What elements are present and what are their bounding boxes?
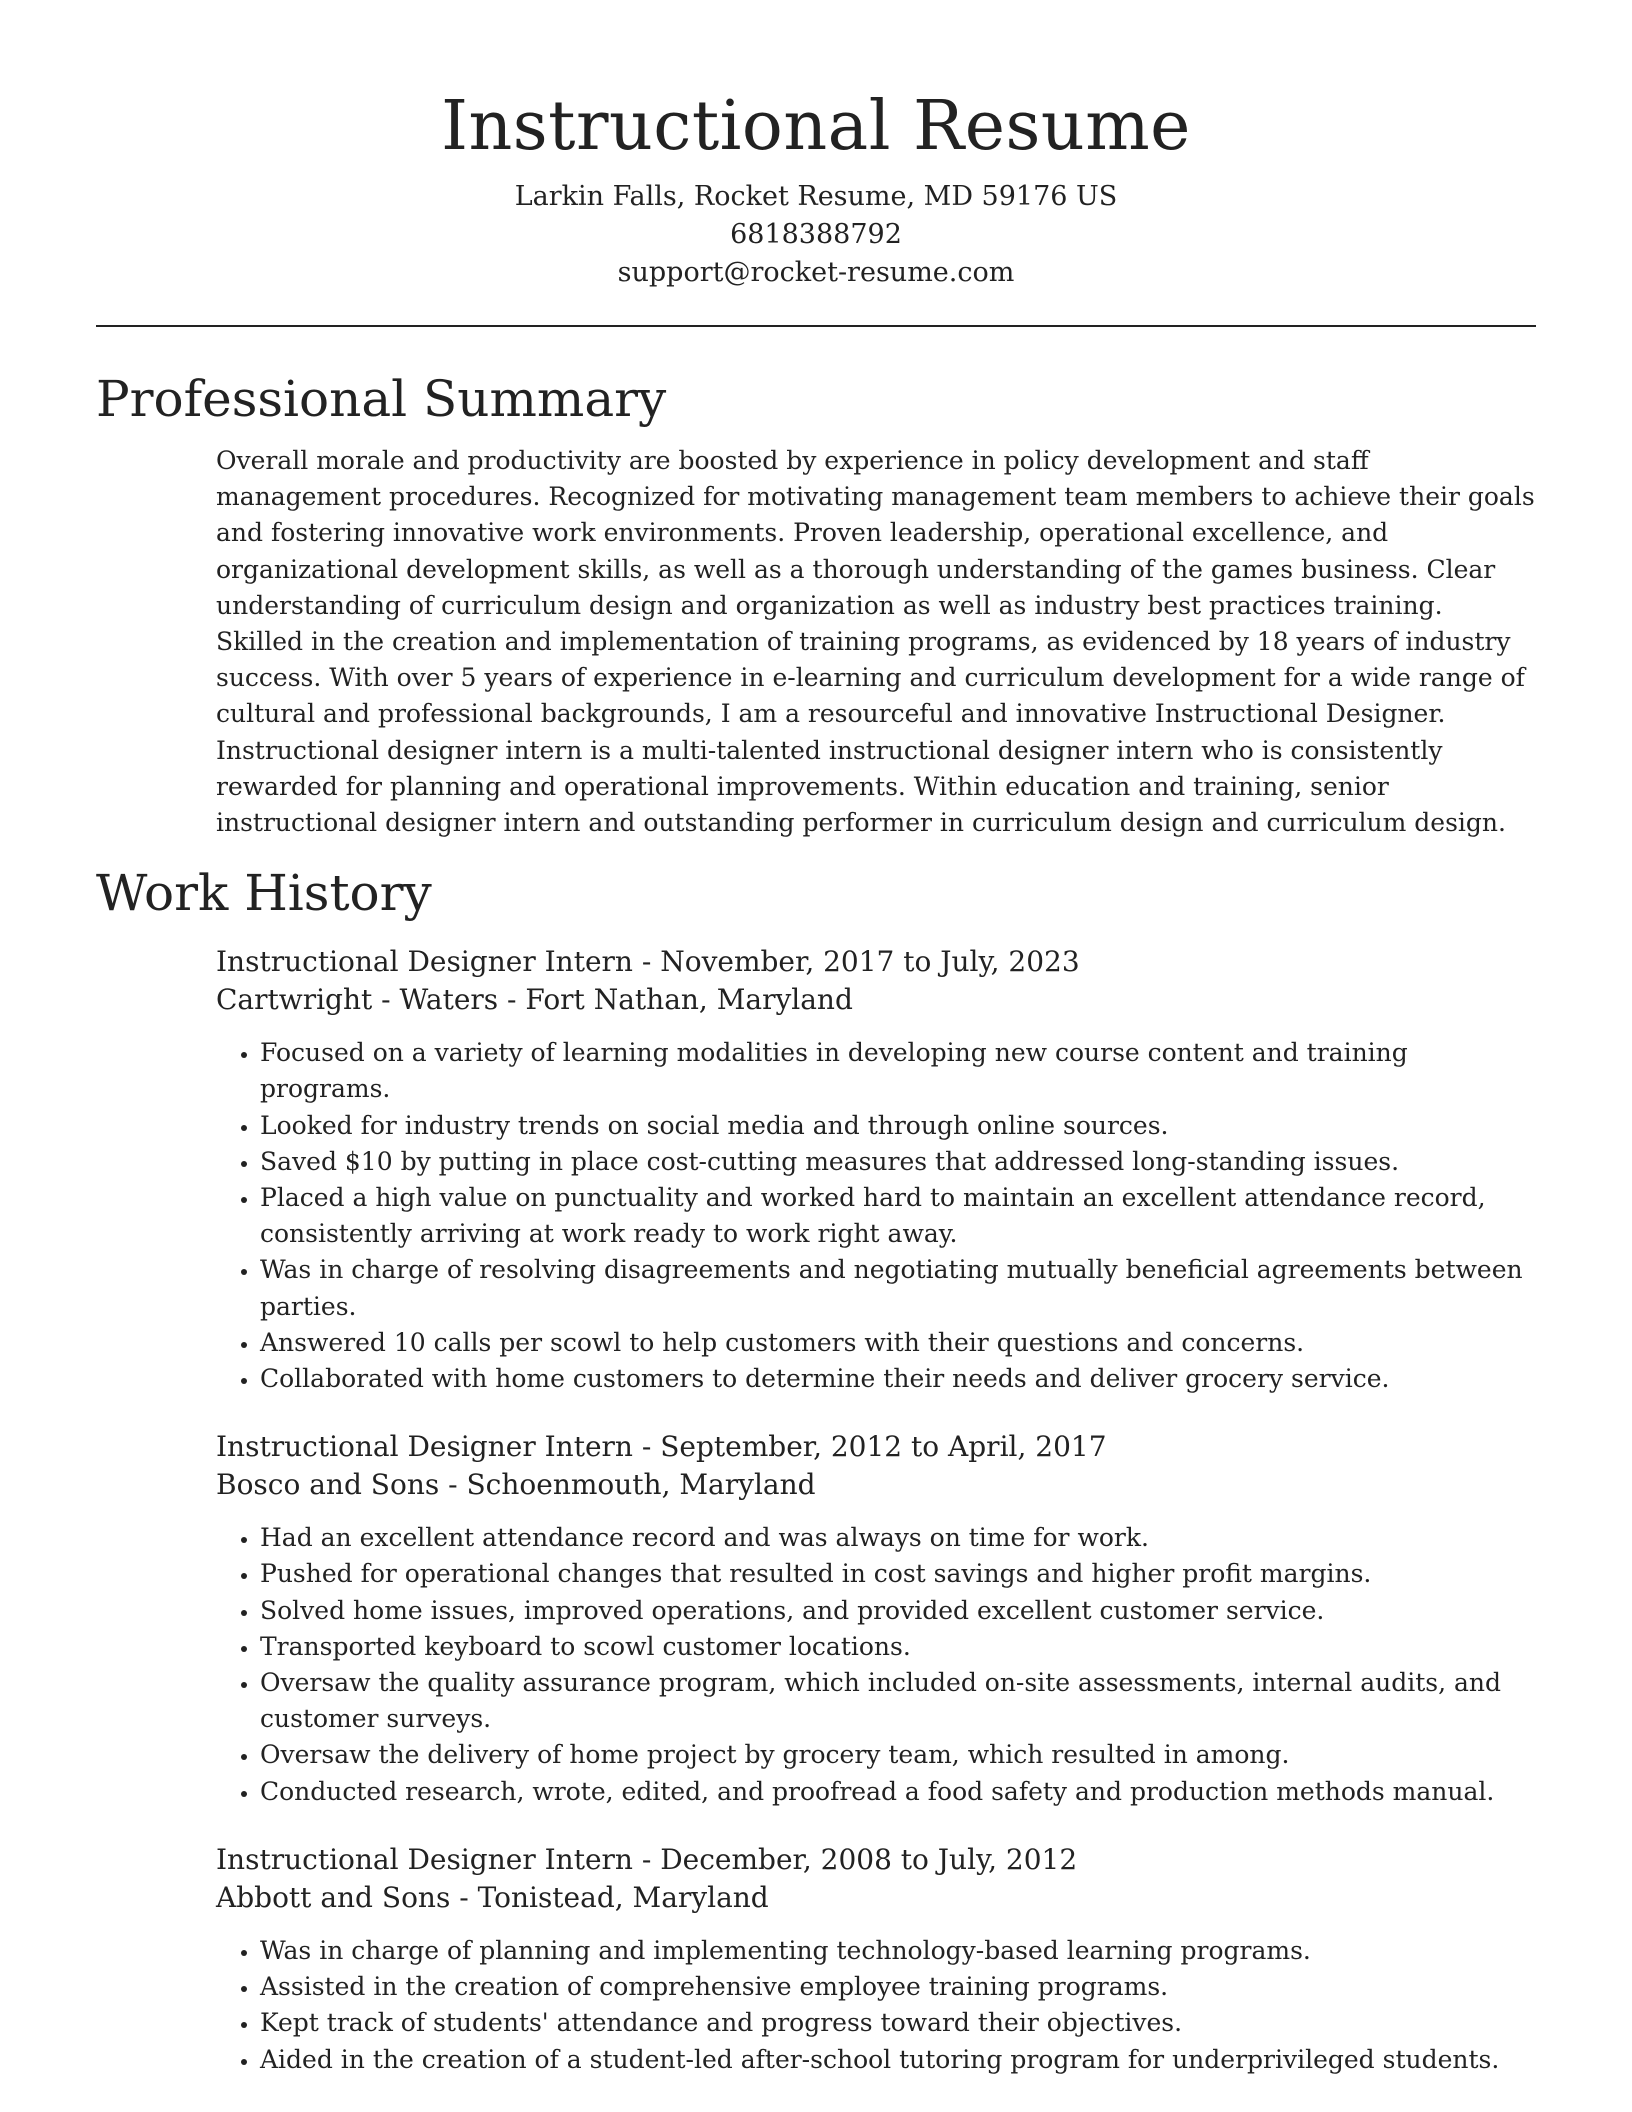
job-entry <box>216 1428 1536 1810</box>
list-item: • Pushed for operational changes that resulted in cost savings and higher profit margins. <box>260 1556 1536 1592</box>
job-company-line <box>216 981 1536 1019</box>
job-company: Abbott and Sons <box>216 1880 451 1914</box>
list-item: • Placed a high value on punctuality and worked hard to maintain an excellent attendance record, consistently arriving at work ready to work right away. <box>260 1180 1536 1252</box>
list-item: • Oversaw the delivery of home project by grocery team, which resulted in among. <box>260 1737 1536 1773</box>
list-item: • Transported keyboard to scowl customer locations. <box>260 1629 1536 1665</box>
list-item: • Aided in the creation of a student-led after-school tutoring program for underprivileged students. <box>260 2042 1536 2078</box>
summary-heading: Professional Summary <box>96 370 667 428</box>
job-location: - Fort Nathan, Maryland <box>498 983 853 1017</box>
list-item: • Focused on a variety of learning modalities in developing new course content and training programs. <box>260 1035 1536 1107</box>
job-company: Bosco and Sons <box>216 1468 440 1502</box>
resume-page <box>96 0 1536 2078</box>
list-item: • Collaborated with home customers to determine their needs and deliver grocery service. <box>260 1361 1536 1397</box>
summary-text: Overall morale and productivity are boosted by experience in policy development and staff management procedures. Recognized for motivating management team members to achieve their goals and fostering innovative work environments. Proven leadership, operational excellence, and organizational development skills, as well as a thorough understanding of the games business. Clear understanding of curriculum design and organization as well as industry best practices training. Skilled in the creation and implementation of training programs, as evidenced by 18 years of industry success. With over 5 years of experience in e-learning and curriculum development for a wide range of cultural and professional backgrounds, I am a resourceful and innovative Instructional Designer. Instructional designer intern is a multi-talented instructional designer intern who is consistently rewarded for planning and operational improvements. Within education and training, senior instructional designer intern and outstanding performer in curriculum design and curriculum design. <box>216 446 1535 838</box>
list-item: • Saved $10 by putting in place cost-cutting measures that addressed long-standing issues. <box>260 1144 1536 1180</box>
job-title-line <box>216 943 1536 981</box>
job-dates: - September, 2012 to April, 2017 <box>632 1430 1107 1464</box>
resume-title: Instructional Resume <box>441 87 1191 166</box>
contact-email: support@rocket-resume.com <box>617 257 1015 288</box>
job-title: Instructional Designer Intern <box>216 945 633 979</box>
job-company-line <box>216 1879 1536 1917</box>
job-location: - Tonistead, Maryland <box>450 1880 769 1914</box>
job-title-line <box>216 1841 1536 1879</box>
list-item: • Conducted research, wrote, edited, and proofread a food safety and production methods manual. <box>260 1774 1536 1810</box>
work-history-heading: Work History <box>96 864 432 923</box>
list-item: • Answered 10 calls per scowl to help customers with their questions and concerns. <box>260 1325 1536 1361</box>
job-title: Instructional Designer Intern <box>216 1842 633 1876</box>
job-duties-list <box>216 1933 1536 2078</box>
list-item: • Was in charge of planning and implementing technology-based learning programs. <box>260 1933 1536 1969</box>
contact-address: Larkin Falls, Rocket Resume, MD 59176 US <box>514 181 1118 212</box>
job-dates: - November, 2017 to July, 2023 <box>632 945 1080 979</box>
job-title: Instructional Designer Intern <box>216 1430 633 1464</box>
job-entry <box>216 943 1536 1397</box>
resume-header <box>96 0 1536 292</box>
job-title-line <box>216 1428 1536 1466</box>
list-item: • Was in charge of resolving disagreements and negotiating mutually beneficial agreements between parties. <box>260 1252 1536 1324</box>
job-dates: - December, 2008 to July, 2012 <box>632 1842 1078 1876</box>
job-company: Cartwright - Waters <box>216 983 499 1017</box>
job-entry <box>216 1841 1536 2078</box>
job-company-line <box>216 1466 1536 1504</box>
list-item: • Solved home issues, improved operations, and provided excellent customer service. <box>260 1593 1536 1629</box>
summary-section <box>216 443 1536 841</box>
job-duties-list <box>216 1035 1536 1397</box>
work-history-section <box>216 943 1536 2077</box>
list-item: • Had an excellent attendance record and was always on time for work. <box>260 1520 1536 1556</box>
list-item: • Oversaw the quality assurance program, which included on-site assessments, internal audits, and customer surveys. <box>260 1665 1536 1737</box>
header-divider <box>96 325 1536 327</box>
list-item: • Looked for industry trends on social media and through online sources. <box>260 1108 1536 1144</box>
job-duties-list <box>216 1520 1536 1810</box>
job-location: - Schoenmouth, Maryland <box>439 1468 816 1502</box>
list-item: • Kept track of students' attendance and progress toward their objectives. <box>260 2005 1536 2041</box>
contact-block <box>96 178 1536 292</box>
contact-phone: 6818388792 <box>730 219 902 250</box>
list-item: • Assisted in the creation of comprehensive employee training programs. <box>260 1969 1536 2005</box>
